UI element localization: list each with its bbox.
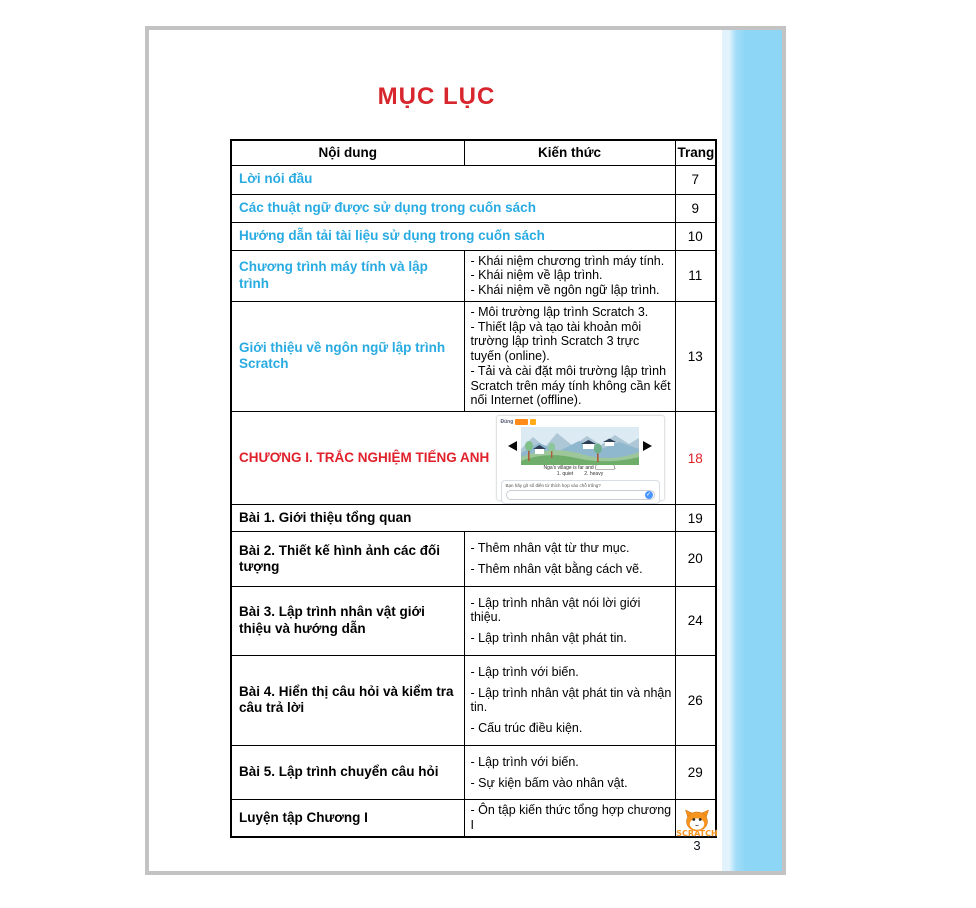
toc-entry bbox=[231, 301, 464, 411]
table-row bbox=[231, 301, 716, 411]
table-row-chapter-1 bbox=[231, 412, 716, 505]
page-number-cell: 10 bbox=[675, 222, 716, 250]
page-edge-stripe bbox=[722, 30, 782, 871]
preview-answer-input bbox=[506, 490, 655, 500]
toc-entry-luyen-tap: Luyện tập Chương I bbox=[239, 809, 368, 825]
page-number-cell: 18 bbox=[675, 412, 716, 505]
knowledge-item: - Tải và cài đặt môi trường lập trình Scratch trên máy tính không cần kết nối Internet (offline). bbox=[470, 363, 671, 408]
toc-table bbox=[230, 139, 717, 838]
table-row bbox=[231, 222, 716, 250]
table-row bbox=[231, 250, 716, 301]
toc-entry bbox=[231, 505, 675, 532]
knowledge-item: - Thiết lập và tạo tài khoản môi trường lập trình Scratch 3 trực tuyến (online). bbox=[470, 319, 642, 363]
table-row bbox=[231, 745, 716, 800]
preview-caption-line2: 1. quiet 2. heavy bbox=[556, 471, 604, 478]
header-trang: Trang bbox=[675, 140, 716, 165]
toc-entry bbox=[231, 194, 675, 222]
toc-entry-bai-1: Bài 1. Giới thiệu tổng quan bbox=[239, 509, 412, 525]
page-number-cell: 9 bbox=[675, 194, 716, 222]
knowledge-cell bbox=[464, 301, 675, 411]
monitor-label: Đúng bbox=[500, 419, 514, 425]
table-header-row bbox=[231, 140, 716, 165]
folio-page-number: 3 bbox=[693, 838, 701, 853]
knowledge-cell bbox=[464, 586, 675, 655]
toc-entry bbox=[231, 250, 464, 301]
chapter-title: CHƯƠNG I. TRẮC NGHIỆM TIẾNG ANH bbox=[239, 449, 490, 465]
toc-link-gioi-thieu-scratch[interactable]: Giới thiệu về ngôn ngữ lập trình Scratch bbox=[239, 340, 446, 372]
knowledge-item: - Thêm nhân vật từ thư mục. bbox=[470, 541, 630, 555]
toc-entry bbox=[231, 800, 464, 837]
page-number-cell: 20 bbox=[675, 532, 716, 587]
toc-entry bbox=[231, 222, 675, 250]
monitor-value-box bbox=[530, 419, 536, 425]
preview-ask-box bbox=[501, 480, 660, 504]
toc-entry-bai-3: Bài 3. Lập trình nhân vật giới thiệu và hướng dẫn bbox=[239, 604, 425, 636]
toc-entry bbox=[231, 532, 464, 587]
knowledge-item: - Cấu trúc điều kiện. bbox=[470, 721, 583, 735]
book-page bbox=[145, 26, 786, 875]
page-number-cell: 29 bbox=[675, 745, 716, 800]
table-row bbox=[231, 655, 716, 745]
toc-entry-bai-2: Bài 2. Thiết kế hình ảnh các đối tượng bbox=[239, 542, 441, 574]
page-title: MỤC LỤC bbox=[377, 83, 496, 110]
toc-link-thuat-ngu[interactable]: Các thuật ngữ được sử dụng trong cuốn sách bbox=[239, 199, 536, 215]
knowledge-item: - Lập trình nhân vật nói lời giới thiệu. bbox=[470, 595, 641, 625]
header-kien-thuc: Kiến thức bbox=[464, 140, 675, 165]
table-row bbox=[231, 505, 716, 532]
table-row bbox=[231, 586, 716, 655]
toc-entry bbox=[231, 165, 675, 194]
toc-entry-bai-5: Bài 5. Lập trình chuyển câu hỏi bbox=[239, 764, 439, 780]
toc-link-huong-dan[interactable]: Hướng dẫn tải tài liệu sử dụng trong cuốn sách bbox=[239, 227, 545, 243]
knowledge-item: - Lập trình nhân vật phát tin. bbox=[470, 631, 627, 645]
page-number-cell: 26 bbox=[675, 655, 716, 745]
knowledge-cell bbox=[464, 250, 675, 301]
knowledge-item: - Lập trình với biến. bbox=[470, 664, 579, 679]
next-arrow-icon bbox=[643, 441, 652, 451]
knowledge-item: - Khái niệm chương trình máy tính. bbox=[470, 253, 665, 268]
toc-entry-bai-4: Bài 4. Hiển thị câu hỏi và kiểm tra câu trả lời bbox=[239, 684, 454, 716]
table-row bbox=[231, 800, 716, 837]
knowledge-cell bbox=[464, 800, 675, 837]
toc-link-loi-noi-dau[interactable]: Lời nói đầu bbox=[239, 171, 313, 187]
knowledge-cell bbox=[464, 655, 675, 745]
header-noi-dung: Nội dung bbox=[231, 140, 464, 165]
chapter-entry bbox=[231, 412, 675, 505]
page-number-cell: 7 bbox=[675, 165, 716, 194]
knowledge-item: - Khái niệm về lập trình. bbox=[470, 268, 603, 283]
toc-entry bbox=[231, 745, 464, 800]
page-number-cell: 19 bbox=[675, 505, 716, 532]
monitor-value-box bbox=[515, 419, 528, 425]
toc-entry bbox=[231, 655, 464, 745]
knowledge-item: - Ôn tập kiến thức tổng hợp chương I bbox=[470, 803, 672, 832]
page-number-cell: 24 bbox=[675, 586, 716, 655]
knowledge-item: - Thêm nhân vật bằng cách vẽ. bbox=[470, 561, 643, 576]
variable-monitor bbox=[501, 418, 660, 426]
table-row bbox=[231, 165, 716, 194]
landscape-illustration bbox=[521, 427, 639, 465]
knowledge-cell bbox=[464, 745, 675, 800]
scratch-logo-text: SCRATCH bbox=[676, 829, 718, 838]
knowledge-cell bbox=[464, 532, 675, 587]
page-number-cell: 11 bbox=[675, 250, 716, 301]
knowledge-item: - Sự kiện bấm vào nhân vật. bbox=[470, 775, 628, 790]
table-row bbox=[231, 194, 716, 222]
preview-caption-line1: Nga's village is far and (______). bbox=[543, 465, 617, 471]
page-number-cell: 13 bbox=[675, 301, 716, 411]
toc-link-chuong-trinh[interactable]: Chương trình máy tính và lập trình bbox=[239, 259, 428, 291]
knowledge-item: - Khái niệm về ngôn ngữ lập trình. bbox=[470, 283, 660, 297]
knowledge-item: - Lập trình nhân vật phát tin và nhận tin. bbox=[470, 685, 672, 715]
knowledge-item: - Môi trường lập trình Scratch 3. bbox=[470, 304, 649, 319]
check-icon: ✓ bbox=[645, 492, 652, 499]
preview-prompt-text: Bạn hãy gõ số điền từ thích hợp vào chỗ trống? bbox=[505, 482, 601, 488]
knowledge-item: - Lập trình với biến. bbox=[470, 754, 579, 769]
table-row bbox=[231, 532, 716, 587]
prev-arrow-icon bbox=[508, 441, 517, 451]
footer-logo bbox=[673, 809, 721, 853]
toc-entry bbox=[231, 586, 464, 655]
scratch-app-preview-image bbox=[496, 415, 665, 501]
